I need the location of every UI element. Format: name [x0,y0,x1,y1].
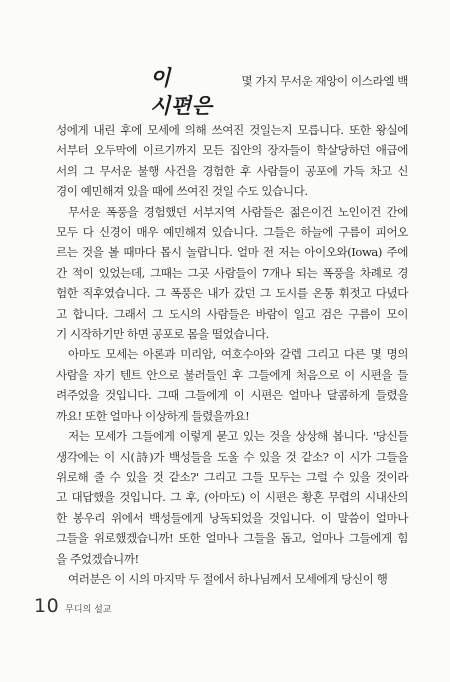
text-line: 그들을 위로했겠습니까! 또한 얼마나 그들을 돕고, 얼마나 그들에게 힘 [56,531,408,546]
paragraph [56,202,408,345]
first-line [56,64,408,120]
text-line: 몇 가지 무서운 재앙이 이스라엘 백 [241,74,408,88]
running-head: 무디의 설교 [65,605,112,615]
text-line: 경이 예민해져 있을 때에 쓰여진 것일 수도 있습니다. [56,184,308,199]
lead-in-heading: 이 시편은 [150,66,213,118]
text-line: 성에게 내린 후에 모세에 의해 쓰여진 것일는지 모릅니다. 또한 왕실에 [56,123,408,137]
text-line: 험한 직후였습니다. 그 폭풍은 내가 갔던 그 도시를 온통 휘젓고 다녔다 [56,286,408,301]
text-line: 고 대답했을 것입니다. 그 후, (아마도) 이 시편은 황혼 무렵의 시내산의 [56,490,408,505]
text-line: 을 주었겠습니까! [56,551,139,566]
body-text [56,64,408,589]
paragraph [56,569,408,589]
text-line: 기 시작하기만 하면 공포로 몸을 떨었습니다. [56,327,269,342]
text-line: 모두 다 신경이 매우 예민해져 있습니다. 그들은 하늘에 구름이 피어오 [56,225,408,240]
text-line: 아마도 모세는 아론과 미리암, 여호수아와 갈렙 그리고 다른 몇 명의 [68,347,408,362]
text-line: 한 봉우리 위에서 백성들에게 낭독되었을 것입니다. 이 말씀이 얼마나 [56,510,408,525]
paragraph [56,344,408,426]
text-line: 고 합니다. 그래서 그 도시의 사람들은 바람이 일고 검은 구름이 모이 [56,306,408,321]
text-line: 무서운 폭풍을 경험했던 서부지역 사람들은 젊은이건 노인이건 간에 [68,204,408,219]
text-line: 간 적이 있었는데, 그때는 그곳 사람들이 7개나 되는 폭풍을 차례로 경 [56,265,408,280]
text-line: 서의 그 무서운 불행 사건을 경험한 후 사람들이 공포에 가득 차고 신 [56,163,408,178]
text-line: 려주었을 것입니다. 그때 그들에게 이 시편은 얼마나 달콤하게 들렸을 [56,388,408,403]
text-line: 위로해 줄 수 있을 것 같소?' 그리고 그들 모두는 그럴 수 있을 것이라 [56,469,408,484]
text-line: 까요! 또한 얼마나 이상하게 들렸을까요! [56,408,250,423]
page-number: 10 [34,595,60,617]
paragraph [56,426,408,569]
text-line: 저는 모세가 그들에게 이렇게 묻고 있는 것을 상상해 봅니다. '당신들 [68,429,408,444]
page-footer [34,595,112,617]
text-line: 생각에는 이 시(詩)가 백성들을 도울 수 있을 것 같소? 이 시가 그들을 [56,449,408,464]
text-line: 여러분은 이 시의 마지막 두 절에서 하나님께서 모세에게 당신이 행 [68,571,388,586]
text-line: 서부터 오두막에 이르기까지 모든 집안의 장자들이 학살당하던 애급에 [56,143,408,158]
paragraph [56,64,408,202]
text-line: 사람을 자기 텐트 안으로 불러들인 후 그들에게 처음으로 이 시편을 들 [56,367,408,382]
text-line: 르는 것을 볼 때마다 몹시 놀랍니다. 얼마 전 저는 아이오와(Iowa) 주에 [56,245,408,260]
page-body [56,64,408,589]
